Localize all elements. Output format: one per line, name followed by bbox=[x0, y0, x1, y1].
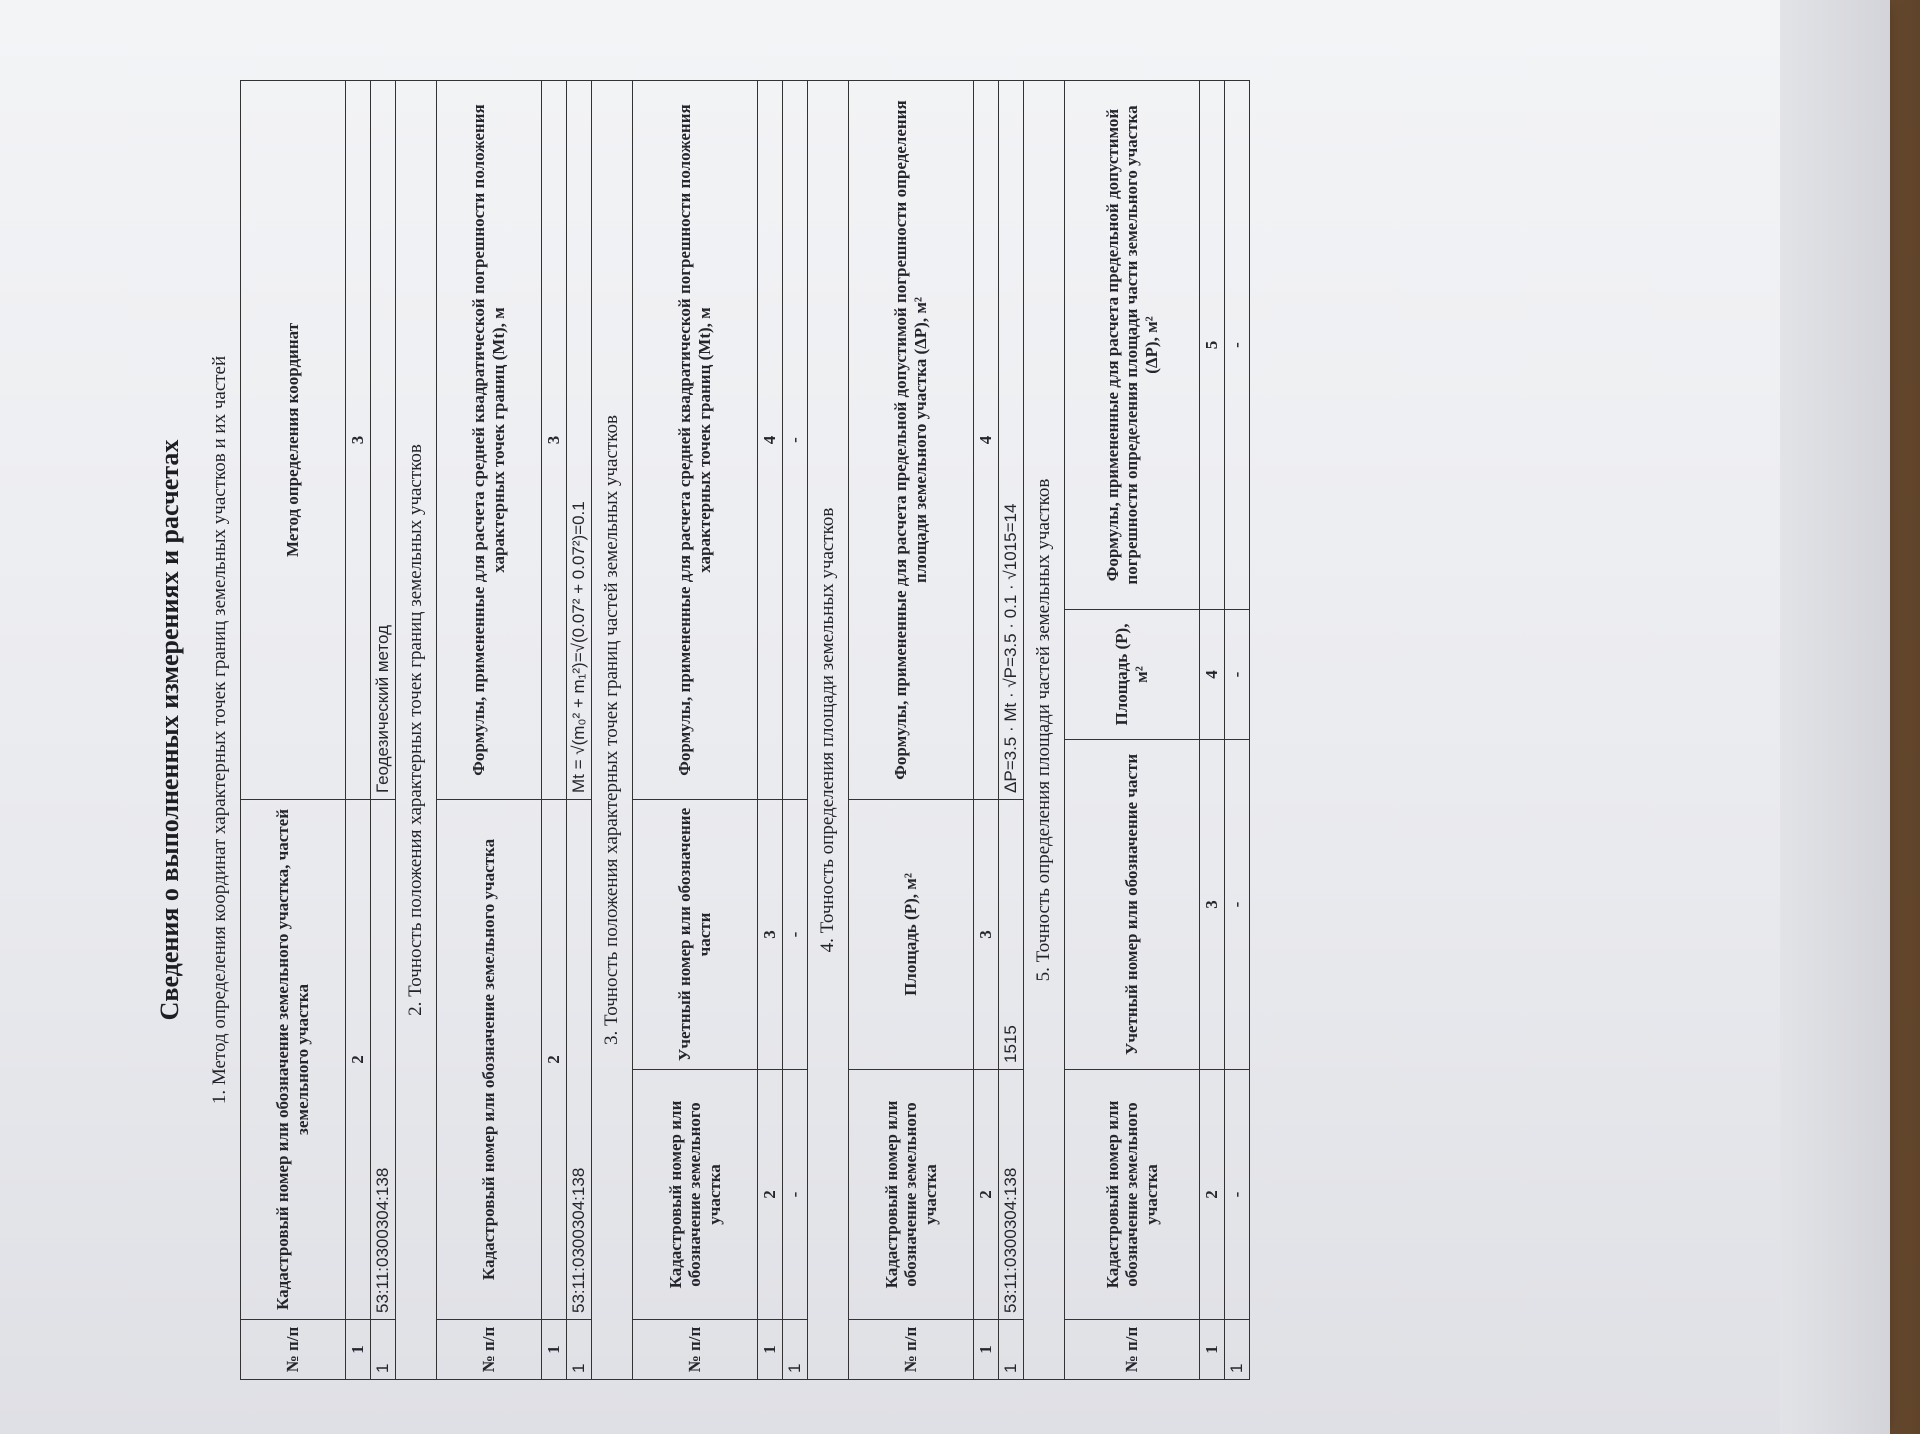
header-cell: Площадь (P), м² bbox=[1065, 610, 1200, 740]
table-cell: 1 bbox=[783, 1320, 808, 1380]
rotated-sheet bbox=[140, 80, 1620, 1380]
column-number: 2 bbox=[346, 800, 371, 1320]
table-cell: 53:11:0300304:138 bbox=[567, 800, 592, 1320]
column-number-row bbox=[346, 81, 371, 1380]
table-header-row bbox=[241, 81, 346, 1380]
column-number-row bbox=[1200, 81, 1225, 1380]
column-number-row bbox=[974, 81, 999, 1380]
column-number: 1 bbox=[758, 1320, 783, 1380]
column-number: 3 bbox=[1200, 740, 1225, 1070]
table-cell: 1 bbox=[371, 1320, 396, 1380]
section1-table bbox=[240, 80, 396, 1380]
table-header-row bbox=[849, 81, 974, 1380]
document-title: Сведения о выполненных измерениях и расчетах bbox=[155, 439, 184, 1021]
header-cell: Площадь (P), м² bbox=[849, 800, 974, 1070]
table-cell: - bbox=[1225, 610, 1250, 740]
table-cell: Геодезический метод bbox=[371, 81, 396, 800]
header-cell: Кадастровый номер или обозначение земельного участка bbox=[437, 800, 542, 1320]
table-cell: 1 bbox=[999, 1320, 1024, 1380]
column-number: 4 bbox=[758, 81, 783, 800]
page-stack-edge bbox=[1780, 0, 1890, 1434]
section2-table bbox=[436, 80, 592, 1380]
column-number: 3 bbox=[346, 81, 371, 800]
table-cell: 53:11:0300304:138 bbox=[999, 1070, 1024, 1320]
header-cell: Формулы, примененные для расчета предельной допустимой погрешности определения площади земельного участка (ΔP), м² bbox=[849, 81, 974, 800]
table-cell: - bbox=[1225, 1070, 1250, 1320]
section1-title: 1. Метод определения координат характерных точек границ земельных участков и их частей bbox=[209, 355, 230, 1105]
section4-table bbox=[848, 80, 1024, 1380]
header-cell: Кадастровый номер или обозначение земельного участка bbox=[849, 1070, 974, 1320]
section5-table bbox=[1064, 80, 1250, 1380]
column-number: 1 bbox=[974, 1320, 999, 1380]
table-cell: - bbox=[1225, 740, 1250, 1070]
column-number: 3 bbox=[542, 81, 567, 800]
header-cell: № п/п bbox=[849, 1320, 974, 1380]
table-row bbox=[1225, 81, 1250, 1380]
document-area bbox=[140, 80, 1620, 1380]
table-cell: 1 bbox=[1225, 1320, 1250, 1380]
column-number: 4 bbox=[1200, 610, 1225, 740]
header-cell: Формулы, примененные для расчета предельной допустимой погрешности определения площади части земельного участка (ΔP), м² bbox=[1065, 81, 1200, 610]
table-cell: - bbox=[1225, 81, 1250, 610]
section3-title: 3. Точность положения характерных точек границ частей земельных участков bbox=[592, 80, 632, 1380]
column-number: 3 bbox=[758, 800, 783, 1070]
section2-title: 2. Точность положения характерных точек границ земельных участков bbox=[396, 80, 436, 1380]
header-cell: № п/п bbox=[241, 1320, 346, 1380]
column-number: 2 bbox=[758, 1070, 783, 1320]
table-cell: - bbox=[783, 81, 808, 800]
column-number: 1 bbox=[346, 1320, 371, 1380]
header-cell: № п/п bbox=[437, 1320, 542, 1380]
table-cell: 1 bbox=[567, 1320, 592, 1380]
column-number-row bbox=[542, 81, 567, 1380]
header-cell: Учетный номер или обозначение части bbox=[633, 800, 758, 1070]
table-cell: - bbox=[783, 800, 808, 1070]
column-number: 3 bbox=[974, 800, 999, 1070]
section4-title: 4. Точность определения площади земельных участков bbox=[808, 80, 848, 1380]
header-cell: Формулы, примененные для расчета средней квадратической погрешности положения характерных точек границ (Mt), м bbox=[633, 81, 758, 800]
header-cell: Кадастровый номер или обозначение земельного участка, частей земельного участка bbox=[241, 800, 346, 1320]
column-number: 2 bbox=[974, 1070, 999, 1320]
column-number-row bbox=[758, 81, 783, 1380]
column-number: 1 bbox=[1200, 1320, 1225, 1380]
table-row bbox=[999, 81, 1024, 1380]
header-cell: № п/п bbox=[633, 1320, 758, 1380]
table-header-row bbox=[633, 81, 758, 1380]
table-header-row bbox=[437, 81, 542, 1380]
column-number: 2 bbox=[1200, 1070, 1225, 1320]
section5-title: 5. Точность определения площади частей земельных участков bbox=[1024, 80, 1064, 1380]
header-cell: № п/п bbox=[1065, 1320, 1200, 1380]
table-cell: - bbox=[783, 1070, 808, 1320]
table-row bbox=[783, 81, 808, 1380]
table-cell: ΔP=3.5 · Mt · √P=3.5 · 0.1 · √1015=14 bbox=[999, 81, 1024, 800]
table-header-row bbox=[1065, 81, 1200, 1380]
table-row bbox=[567, 81, 592, 1380]
column-number: 1 bbox=[542, 1320, 567, 1380]
table-cell: Mt = √(m₀² + m₁²)=√(0.07² + 0.07²)=0.1 bbox=[567, 81, 592, 800]
header-cell: Учетный номер или обозначение части bbox=[1065, 740, 1200, 1070]
column-number: 4 bbox=[974, 81, 999, 800]
header-cell: Кадастровый номер или обозначение земельного участка bbox=[1065, 1070, 1200, 1320]
column-number: 2 bbox=[542, 800, 567, 1320]
column-number: 5 bbox=[1200, 81, 1225, 610]
section3-table bbox=[632, 80, 808, 1380]
table-cell: 1515 bbox=[999, 800, 1024, 1070]
header-cell: Кадастровый номер или обозначение земельного участка bbox=[633, 1070, 758, 1320]
table-row bbox=[371, 81, 396, 1380]
table-cell: 53:11:0300304:138 bbox=[371, 800, 396, 1320]
header-cell: Формулы, примененные для расчета средней квадратической погрешности положения характерных точек границ (Mt), м bbox=[437, 81, 542, 800]
header-cell: Метод определения координат bbox=[241, 81, 346, 800]
